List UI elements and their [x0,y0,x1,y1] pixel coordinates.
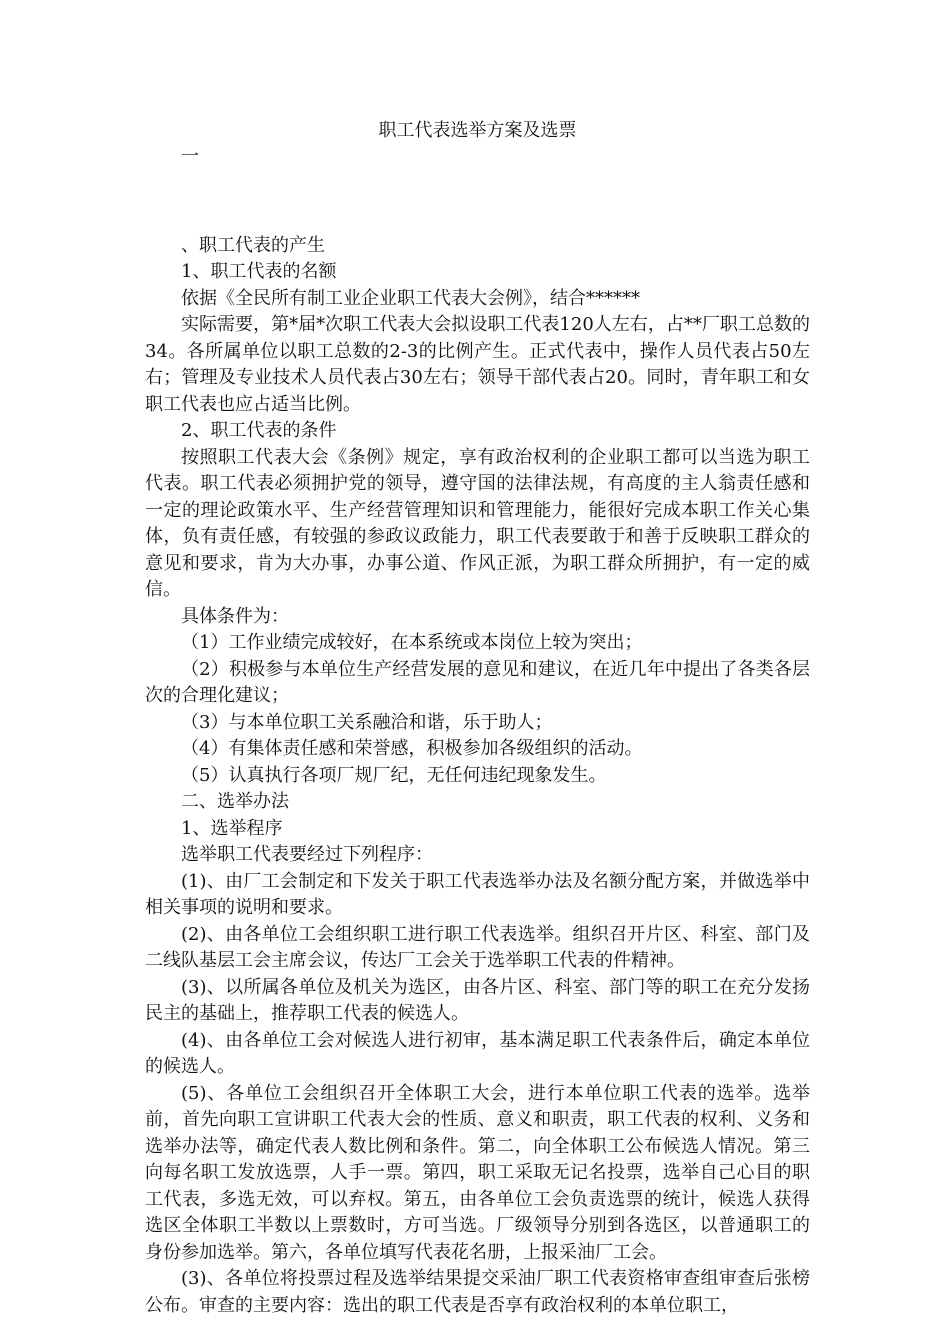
paragraph: 、职工代表的产生 [181,234,325,256]
paragraph: 依据《全民所有制工业企业职工代表大会例》，结合****** [181,287,640,309]
paragraph: （5）认真执行各项厂规厂纪，无任何违纪现象发生。 [181,764,607,786]
paragraph: 实际需要，第*届*次职工代表大会拟设职工代表120人左右，占**厂职工总数的34。各所属单位以职工总数的2-3的比例产生。正式代表中，操作人员代表占50左右；管理及专业技术人员代表占30左右；领导干部代表占20。同时，青年职工和女职工代表也应占适当比例。 [145,314,810,415]
paragraph-gap [145,189,810,215]
paragraph: (5)、各单位工会组织召开全体职工大会，进行本单位职工代表的选举。选举前，首先向职工宣讲职工代表大会的性质、意义和职责，职工代表的权利、义务和选举办法等，确定代表人数比例和条件。第二，向全体职工公布候选人情况。第三向每名职工发放选票，人手一票。第四，职工采取无记名投票，选举自己心目的职工代表，多选无效，可以弃权。第五，由各单位工会负责选票的统计，候选人获得选区全体职工半数以上票数时，方可当选。厂级领导分别到各选区，以普通职工的身份参加选举。第六，各单位填写代表花名册，上报采油厂工会。 [145,1082,810,1263]
paragraph: （2）积极参与本单位生产经营发展的意见和建议，在近几年中提出了各类各层次的合理化建议； [145,658,810,706]
paragraph: （4）有集体责任感和荣誉感，积极参加各级组织的活动。 [181,738,643,759]
paragraph: 具体条件为： [181,605,289,627]
paragraph: (1)、由厂工会制定和下发关于职工代表选举办法及名额分配方案，并做选举中相关事项的说明和要求。 [145,870,810,918]
paragraph: 1、选举程序 [181,817,283,839]
paragraph: (4)、由各单位工会对候选人进行初审，基本满足职工代表条件后，确定本单位的候选人。 [145,1029,810,1077]
paragraph: 1、职工代表的名额 [181,261,337,282]
paragraph: 一 [181,146,199,167]
paragraph: 二、选举办法 [181,791,289,812]
paragraph: 按照职工代表大会《条例》规定，享有政治权利的企业职工都可以当选为职工代表。职工代表必须拥护党的领导，遵守国的法律法规，有高度的主人翁责任感和一定的理论政策水平、生产经营管理知识和管理能力，能很好完成本职工作关心集体，负有责任感，有较强的参政议政能力，职工代表要敢于和善于反映职工群众的意见和要求，肯为大办事，办事公道、作风正派，为职工群众所拥护，有一定的威信。 [145,446,810,600]
paragraph: （3）与本单位职工关系融洽和谐，乐于助人； [181,711,553,733]
paragraph: 2、职工代表的条件 [181,420,337,441]
paragraph: 选举职工代表要经过下列程序： [181,844,433,865]
document-page [145,118,810,1319]
document-body [145,144,810,1319]
paragraph: (3)、各单位将投票过程及选举结果提交采油厂职工代表资格审查组审查后张榜公布。审查的主要内容：选出的职工代表是否享有政治权利的本单位职工， [145,1268,810,1316]
paragraph: （1）工作业绩完成较好，在本系统或本岗位上较为突出； [181,632,643,653]
paragraph: (3)、以所属各单位及机关为选区，由各片区、科室、部门等的职工在充分发扬民主的基础上，推荐职工代表的候选人。 [145,976,810,1024]
document-title: 职工代表选举方案及选票 [378,120,577,141]
paragraph: (2)、由各单位工会组织职工进行职工代表选举。组织召开片区、科室、部门及二线队基层工会主席会议，传达厂工会关于选举职工代表的件精神。 [145,923,810,971]
